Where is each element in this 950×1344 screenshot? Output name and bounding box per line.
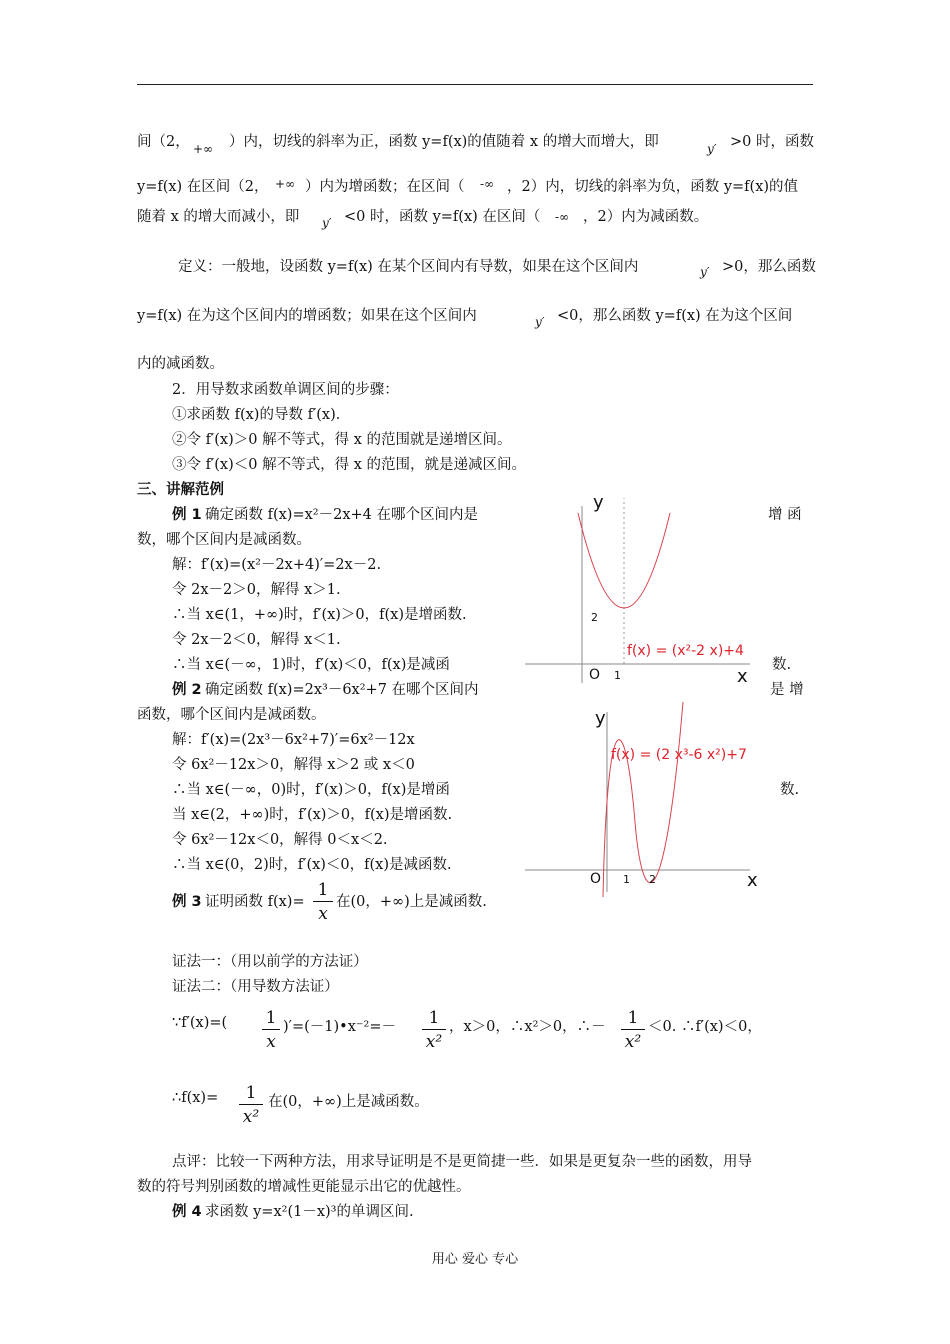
fraction-denominator: x² <box>242 1107 260 1127</box>
y-prime: y′ <box>700 265 710 279</box>
text-line-2a: y=f(x) 在区间（2， <box>137 179 269 195</box>
text-line-3c: ，2）内为减函数。 <box>583 209 709 225</box>
origin-label: O <box>590 871 602 887</box>
example-3-text-b: 在(0，+∞)上是减函数. <box>336 894 487 910</box>
step-1: ①求函数 f(x)的导数 f′(x)． <box>172 407 351 423</box>
text-line-2b: ）内为增函数；在区间（ <box>305 179 465 195</box>
minus-infinity: -∞ <box>480 177 495 191</box>
function-formula: f(x) = (x²-2 x)+4 <box>627 643 744 659</box>
fraction-one-over-x <box>313 880 333 925</box>
comment-line-1: 点评：比较一下两种方法，用求导证明是不是更简捷一些．如果是更复杂一些的函数，用导 <box>172 1154 752 1170</box>
x-axis-label: x <box>737 666 748 687</box>
fraction-denominator: x <box>318 904 328 924</box>
y-axis-label: y <box>595 708 606 729</box>
fraction-one-over-x-squared <box>422 1008 446 1053</box>
example-1-line-4: 令 2x－2＞0，解得 x＞1. <box>172 582 341 598</box>
example-1-line-1-right: 增 函 <box>768 507 802 523</box>
y-prime: y′ <box>707 142 717 156</box>
fraction-bar <box>621 1029 645 1030</box>
example-2-line-6: 当 x∈(2，+∞)时，f′(x)＞0，f(x)是增函数. <box>172 807 453 823</box>
fraction-bar <box>262 1029 280 1030</box>
x-tick-label-2: 2 <box>649 873 656 886</box>
fraction-denominator: x² <box>624 1032 642 1052</box>
y-tick-label: 2 <box>591 611 598 624</box>
example-2-line-1: 确定函数 f(x)=2x³－6x²+7 在哪个区间内 <box>205 682 479 698</box>
proof-line-c: ，x＞0，∴x²＞0，∴－ <box>449 1019 606 1035</box>
example-4-text: 求函数 y=x²(1－x)³的单调区间. <box>205 1204 414 1220</box>
example-2-line-4: 令 6x²－12x＞0，解得 x＞2 或 x＜0 <box>172 757 415 773</box>
conclusion-a: ∴f(x)= <box>172 1090 219 1106</box>
example-1-line-5: ∴当 x∈(1，+∞)时，f′(x)＞0，f(x)是增函数. <box>172 607 467 623</box>
fraction-one-over-x-squared <box>239 1083 263 1128</box>
example-2-line-3: 解：f′(x)=(2x³－6x²+7)′=6x²－12x <box>172 732 415 748</box>
x-tick-label: 1 <box>614 669 621 682</box>
text-line-1c: >0 时，函数 <box>730 134 814 150</box>
text-line-3a: 随着 x 的增大而减小，即 <box>137 209 300 225</box>
example-1-label: 例 1 <box>172 507 202 523</box>
example-2-label: 例 2 <box>172 682 202 698</box>
example-1-line-6: 令 2x－2＜0，解得 x＜1. <box>172 632 341 648</box>
section-heading: 三、讲解范例 <box>137 482 224 498</box>
graph-2 <box>525 702 765 902</box>
example-1-line-1: 确定函数 f(x)=x²－2x+4 在哪个区间内是 <box>205 507 478 523</box>
example-2-line-5: ∴当 x∈(－∞，0)时，f′(x)＞0，f(x)是增函 <box>172 782 450 798</box>
example-3-label: 例 3 <box>172 894 202 910</box>
definition-line-2b: <0，那么函数 y=f(x) 在为这个区间 <box>557 308 793 324</box>
fraction-numerator: 1 <box>317 880 329 900</box>
step-3: ③令 f′(x)＜0 解不等式，得 x 的范围，就是递减区间。 <box>172 457 526 473</box>
x-tick-label-1: 1 <box>623 873 630 886</box>
example-2-line-2: 函数，哪个区间内是减函数。 <box>137 707 326 723</box>
proof-line-a: ∵f′(x)=( <box>172 1015 228 1031</box>
cubic-curve <box>603 702 683 897</box>
fraction-bar <box>239 1104 263 1105</box>
header-rule <box>137 84 813 85</box>
graph-1 <box>525 488 765 688</box>
minus-infinity: -∞ <box>555 210 570 224</box>
step-2: ②令 f′(x)＞0 解不等式，得 x 的范围就是递增区间。 <box>172 432 512 448</box>
example-1-line-3: 解：f′(x)=(x²－2x+4)′=2x－2. <box>172 557 382 573</box>
fraction-numerator: 1 <box>245 1083 257 1103</box>
definition-line-3: 内的减函数。 <box>137 356 224 372</box>
proof-method-1: 证法一：（用以前学的方法证） <box>172 954 368 970</box>
plus-infinity: +∞ <box>275 177 296 191</box>
fraction-bar <box>422 1029 446 1030</box>
fraction-denominator: x² <box>425 1032 443 1052</box>
text-line-1a: 间（2， <box>137 134 190 150</box>
fraction-one-over-x <box>262 1008 280 1053</box>
fraction-one-over-x-squared <box>621 1008 645 1053</box>
origin-label: O <box>589 667 601 683</box>
proof-line-b: )′=(－1)•x⁻²=－ <box>283 1019 396 1035</box>
y-axis-label: y <box>593 492 604 513</box>
fraction-bar <box>313 901 333 902</box>
example-2-line-5-right: 数. <box>780 782 800 798</box>
example-1-line-7-right: 数. <box>772 657 792 673</box>
text-line-3b: <0 时，函数 y=f(x) 在区间（ <box>344 209 541 225</box>
y-prime: y′ <box>322 216 332 230</box>
text-line-2c: ，2）内，切线的斜率为负，函数 y=f(x)的值 <box>507 179 799 195</box>
proof-line-d: ＜0. ∴f′(x)＜0， <box>648 1019 762 1035</box>
definition-line-1: 定义：一般地，设函数 y=f(x) 在某个区间内有导数，如果在这个区间内 <box>178 259 639 275</box>
example-1-line-2: 数，哪个区间内是减函数。 <box>137 532 311 548</box>
y-prime: y′ <box>535 315 545 329</box>
conclusion-b: 在(0，+∞)上是减函数。 <box>268 1094 429 1110</box>
fraction-denominator: x <box>266 1032 276 1052</box>
example-1-line-7: ∴当 x∈(－∞，1)时，f′(x)＜0，f(x)是减函 <box>172 657 450 673</box>
fraction-numerator: 1 <box>265 1008 277 1028</box>
text-line-1b: ）内，切线的斜率为正，函数 y=f(x)的值随着 x 的增大而增大，即 <box>229 134 659 150</box>
example-3-text-a: 证明函数 f(x)= <box>205 894 305 910</box>
example-4-label: 例 4 <box>172 1204 202 1220</box>
fraction-numerator: 1 <box>428 1008 440 1028</box>
plus-infinity: +∞ <box>193 142 214 156</box>
fraction-numerator: 1 <box>627 1008 639 1028</box>
page-footer: 用心 爱心 专心 <box>431 1252 519 1267</box>
function-formula: f(x) = (2 x³-6 x²)+7 <box>611 747 747 763</box>
comment-line-2: 数的符号判别函数的增减性更能显示出它的优越性。 <box>137 1179 471 1195</box>
x-axis-label: x <box>747 870 758 891</box>
example-2-line-1-right: 是 增 <box>770 682 804 698</box>
example-2-line-8: ∴当 x∈(0，2)时，f′(x)＜0，f(x)是减函数. <box>172 857 452 873</box>
example-2-line-7: 令 6x²－12x＜0，解得 0＜x＜2. <box>172 832 388 848</box>
definition-line-2: y=f(x) 在为这个区间内的增函数；如果在这个区间内 <box>137 308 477 324</box>
steps-heading: 2．用导数求函数单调区间的步骤： <box>172 382 399 398</box>
definition-line-1b: >0，那么函数 <box>722 259 816 275</box>
proof-method-2: 证法二：（用导数方法证） <box>172 979 339 995</box>
